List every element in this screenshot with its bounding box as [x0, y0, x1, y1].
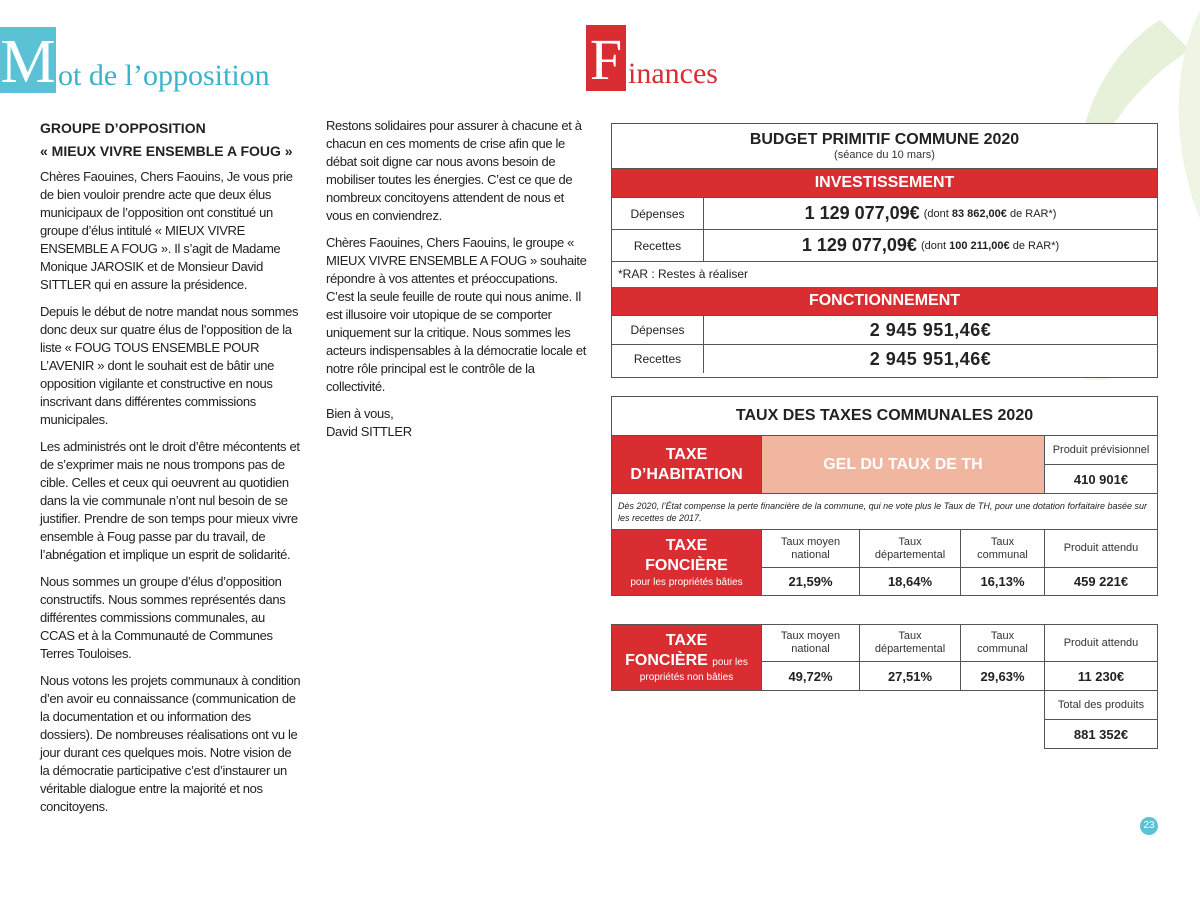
page-number: 23 — [1140, 817, 1158, 835]
row-value — [704, 198, 1157, 229]
paragraph: Chères Faouines, Chers Faouins, Je vous prie de bien vouloir prendre acte que deux élus municipaux de l’opposition ont constitué un groupe d’élus intitulé « MIEUX VIVRE ENSEMBLE A FOUG ». Il s’agit de Madame Monique JAROSIK et de Monsieur David SITTLER qui en assure la présidence. — [40, 169, 293, 292]
opposition-column-1 — [40, 117, 302, 825]
paragraph: Les administrés ont le droit d’être mécontents et de s’exprimer mais ne nous trompons pas de cible. Celles et ceux qui oeuvrent au quotidien dans la vie communale n’ont nul besoin de se justifier. Prendre de son temps pour mieux vivre ensemble à Foug passe par du travail, de l’abnégation et implique un esprit de solidarité. — [40, 439, 300, 562]
table-row — [612, 229, 1157, 261]
total-produits-value: 881 352€ — [1044, 719, 1158, 749]
value-taux-departemental: 27,51% — [859, 661, 961, 691]
fonctionnement-bar: FONCTIONNEMENT — [612, 287, 1157, 315]
title-rest: ot de l’opposition — [58, 59, 270, 92]
budget-header — [612, 124, 1157, 169]
amount: 1 129 077,09€ — [801, 235, 917, 255]
value-taux-departemental: 18,64% — [859, 567, 961, 596]
col-taux-moyen: Taux moyen national — [761, 529, 860, 568]
signature-greeting: Bien à vous, — [326, 406, 394, 421]
amount: 2 945 951,46€ — [869, 319, 992, 340]
budget-title: BUDGET PRIMITIF COMMUNE 2020 — [749, 131, 1020, 148]
amount: 2 945 951,46€ — [869, 348, 992, 369]
produit-previsionnel-label: Produit prévisionnel — [1044, 435, 1158, 465]
finances-title — [586, 25, 718, 91]
value-taux-moyen: 49,72% — [761, 661, 860, 691]
paragraph: Chères Faouines, Chers Faouins, le groupe « MIEUX VIVRE ENSEMBLE A FOUG » souhaite répondre à vos attentes et préoccupations. C’est la seule feuille de route qui nous anime. Il est illusoire voir utopique de se comporter uniquement sur la critique. Nous sommes les acteurs indispensables à la démocratie locale et notre rôle principal est le contrôle de la collectivité. — [326, 235, 587, 394]
col-produit-attendu: Produit attendu — [1044, 529, 1158, 568]
row-label: Dépenses — [612, 198, 704, 229]
produit-previsionnel-value: 410 901€ — [1044, 464, 1158, 494]
row-label: Recettes — [612, 345, 704, 373]
row-value — [704, 230, 1157, 261]
group-heading-line2: « MIEUX VIVRE ENSEMBLE A FOUG » — [40, 143, 293, 159]
value-produit-attendu: 459 221€ — [1044, 567, 1158, 596]
th-compensation-note: Dès 2020, l’État compense la perte financière de la commune, qui ne vote plus le Taux de TH, pour une dotation forfaitaire basée sur les recettes de 2017. — [611, 493, 1158, 530]
taxe-fonciere-batie-label: TAXE FONCIÈRE pour les propriétés bâties — [611, 529, 762, 596]
paragraph: Nous sommes un groupe d’élus d’opposition constructifs. Nous sommes représentés dans différentes commissions communales, au CCAS et à la Communauté de Communes Terres Touloises. — [40, 574, 286, 661]
table-row — [612, 344, 1157, 373]
row-label: Recettes — [612, 230, 704, 261]
total-produits-label: Total des produits — [1044, 690, 1158, 720]
budget-table — [611, 123, 1158, 378]
group-heading-line1: GROUPE D’OPPOSITION — [40, 120, 206, 136]
opposition-column-2 — [326, 117, 588, 450]
col-taux-departemental: Taux départemental — [859, 529, 961, 568]
budget-subtitle: (séance du 10 mars) — [834, 149, 935, 161]
title-rest: inances — [628, 57, 718, 90]
rar-note: (dont 83 862,00€ de RAR*) — [923, 207, 1057, 220]
title-initial: F — [586, 25, 626, 91]
rar-note: (dont 100 211,00€ de RAR*) — [920, 239, 1060, 252]
paragraph: Depuis le début de notre mandat nous sommes donc deux sur quatre élus de l’opposition de la liste « FOUG TOUS ENSEMBLE POUR L’AVENIR » dont le souhait est de bâtir une opposition vigilante et constructive en nous inscrivant dans différentes commissions municipales. — [40, 304, 299, 427]
signature-name: David SITTLER — [326, 424, 412, 439]
amount: 1 129 077,09€ — [804, 203, 920, 223]
rar-footnote: *RAR : Restes à réaliser — [612, 261, 1157, 287]
value-produit-attendu: 11 230€ — [1044, 661, 1158, 691]
gel-taux-cell: GEL DU TAUX DE TH — [761, 435, 1045, 494]
row-value — [704, 345, 1157, 373]
col-taux-communal: Taux communal — [960, 624, 1045, 662]
table-row — [612, 315, 1157, 344]
taux-title: TAUX DES TAXES COMMUNALES 2020 — [611, 396, 1158, 436]
value-taux-moyen: 21,59% — [761, 567, 860, 596]
taxe-habitation-label: TAXE D’HABITATION — [611, 435, 762, 494]
table-row — [612, 197, 1157, 229]
paragraph: Nous votons les projets communaux à condition d’en avoir eu connaissance (communication de la documentation et ou information des dossiers). De nombreuses réalisations ont vu le jour durant ces quelques mois. Notre vision de la démocratie participative c’est d’instaurer un véritable dialogue entre la majorité et nos concitoyens. — [40, 673, 301, 814]
col-produit-attendu: Produit attendu — [1044, 624, 1158, 662]
col-taux-communal: Taux communal — [960, 529, 1045, 568]
row-label: Dépenses — [612, 316, 704, 344]
value-taux-communal: 29,63% — [960, 661, 1045, 691]
opposition-title — [0, 27, 270, 96]
taxe-fonciere-non-batie-label: TAXE FONCIÈRE pour les propriétés non bâties — [611, 624, 762, 691]
row-value — [704, 316, 1157, 344]
title-initial: M — [0, 28, 56, 96]
investissement-bar: INVESTISSEMENT — [612, 169, 1157, 197]
paragraph: Restons solidaires pour assurer à chacune et à chacun en ces moments de crise afin que le débat soit digne car nous avons besoin de mobiliser toutes les énergies. C’est ce que de nombreux concitoyens attendent de nous et vous en conviendrez. — [326, 118, 582, 223]
col-taux-departemental: Taux départemental — [859, 624, 961, 662]
col-taux-moyen: Taux moyen national — [761, 624, 860, 662]
value-taux-communal: 16,13% — [960, 567, 1045, 596]
